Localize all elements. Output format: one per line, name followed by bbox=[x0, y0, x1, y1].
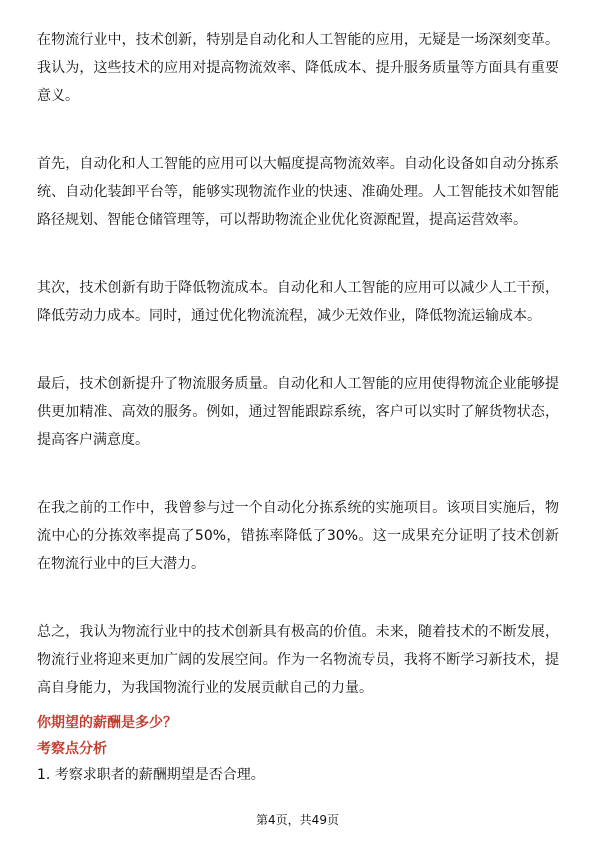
paragraph-experience: 在我之前的工作中，我曾参与过一个自动化分拣系统的实施项目。该项目实施后，物流中心的分拣效率提高了50%，错拣率降低了30%。这一成果充分证明了技术创新在物流行业中的巨大潜力。 bbox=[37, 500, 559, 572]
paragraph-service: 最后，技术创新提升了物流服务质量。自动化和人工智能的应用使得物流企业能够提供更加精准、高效的服务。例如，通过智能跟踪系统，客户可以实时了解货物状态，提高客户满意度。 bbox=[37, 376, 559, 448]
document-body bbox=[37, 26, 559, 788]
analysis-point: 1. 考察求职者的薪酬期望是否合理。 bbox=[37, 767, 265, 783]
paragraph-conclusion: 总之，我认为物流行业中的技术创新具有极高的价值。未来，随着技术的不断发展，物流行业将迎来更加广阔的发展空间。作为一名物流专员，我将不断学习新技术，提高自身能力，为我国物流行业的发展贡献自己的力量。 bbox=[37, 624, 559, 696]
page-number-footer: 第4页，共49页 bbox=[256, 813, 339, 827]
question-heading: 你期望的薪酬是多少？ bbox=[37, 715, 177, 731]
analysis-heading: 考察点分析 bbox=[37, 741, 107, 757]
paragraph-efficiency: 首先，自动化和人工智能的应用可以大幅度提高物流效率。自动化设备如自动分拣系统、自动化装卸平台等，能够实现物流作业的快速、准确处理。人工智能技术如智能路径规划、智能仓储管理等，可以帮助物流企业优化资源配置，提高运营效率。 bbox=[37, 156, 559, 228]
paragraph-cost: 其次，技术创新有助于降低物流成本。自动化和人工智能的应用可以减少人工干预，降低劳动力成本。同时，通过优化物流流程，减少无效作业，降低物流运输成本。 bbox=[37, 280, 559, 324]
paragraph-intro: 在物流行业中，技术创新，特别是自动化和人工智能的应用，无疑是一场深刻变革。我认为，这些技术的应用对提高物流效率、降低成本、提升服务质量等方面具有重要意义。 bbox=[37, 32, 559, 104]
